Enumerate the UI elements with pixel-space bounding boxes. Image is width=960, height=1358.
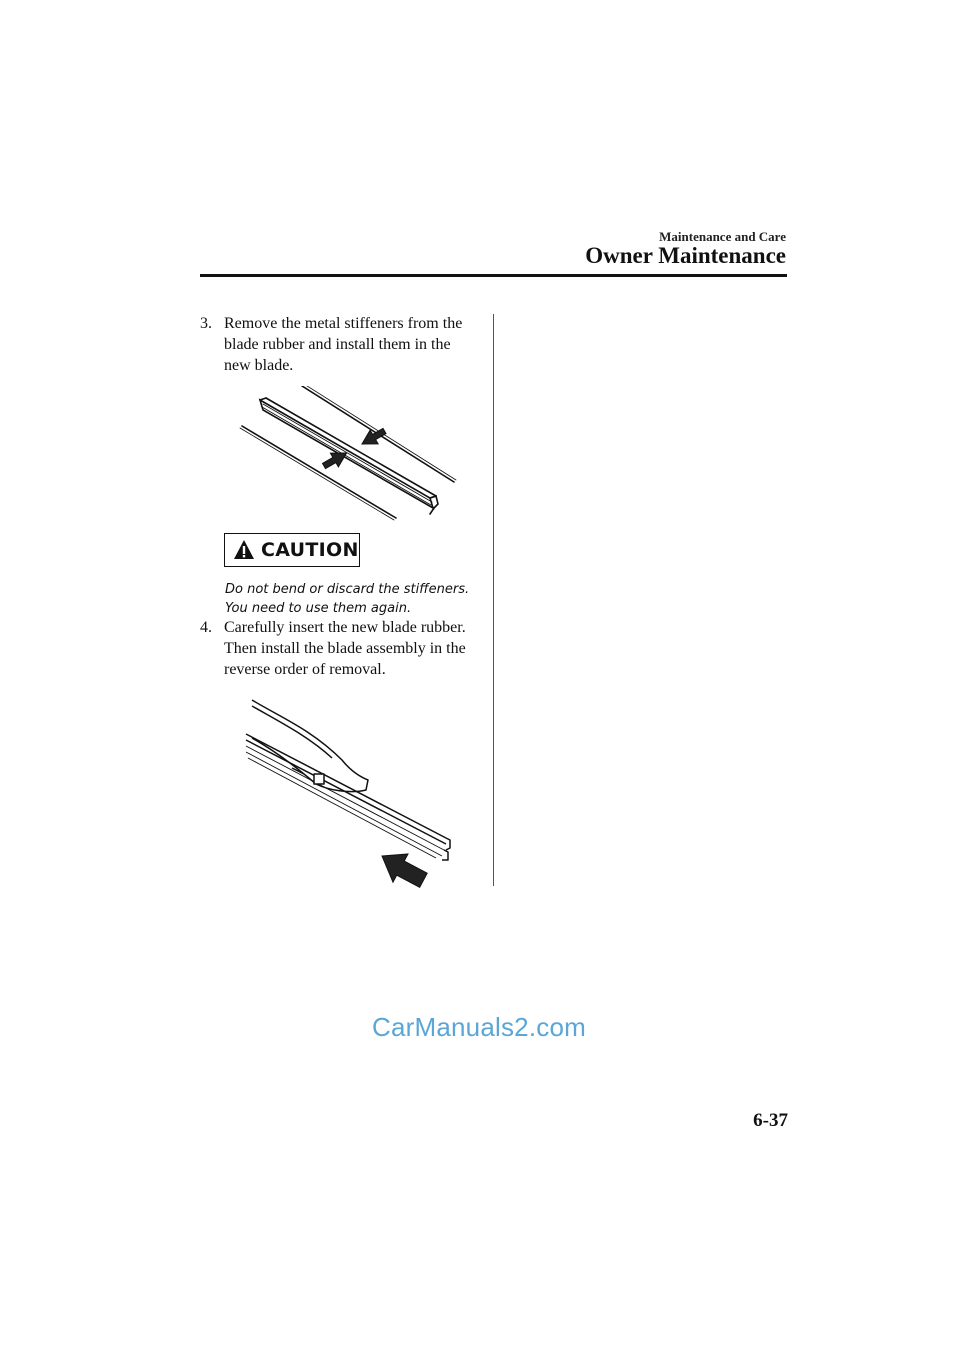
caution-label: CAUTION (261, 539, 359, 561)
step-3-number: 3. (200, 315, 212, 332)
step-4-number: 4. (200, 619, 212, 636)
step-3-text: Remove the metal stiffeners from the blade rubber and install them in the new blade. (224, 315, 463, 374)
page-title: Owner Maintenance (585, 243, 786, 268)
step-3 (200, 313, 480, 376)
watermark: CarManuals2.com (372, 1012, 586, 1042)
section-label: Maintenance and Care (659, 229, 786, 244)
header-rule (200, 274, 787, 277)
step-4 (200, 617, 480, 680)
warning-triangle-icon (233, 539, 255, 561)
caution-line-2: You need to use them again. (225, 601, 412, 616)
step-4-text: Carefully insert the new blade rubber. Then install the blade assembly in the reverse order of removal. (224, 619, 466, 678)
caution-text (225, 580, 495, 618)
caution-line-1: Do not bend or discard the stiffeners. (225, 582, 470, 597)
stiffeners-illustration (232, 386, 472, 526)
blade-assembly-illustration (232, 690, 472, 890)
page-number: 6-37 (753, 1110, 788, 1131)
caution-box (224, 533, 360, 567)
